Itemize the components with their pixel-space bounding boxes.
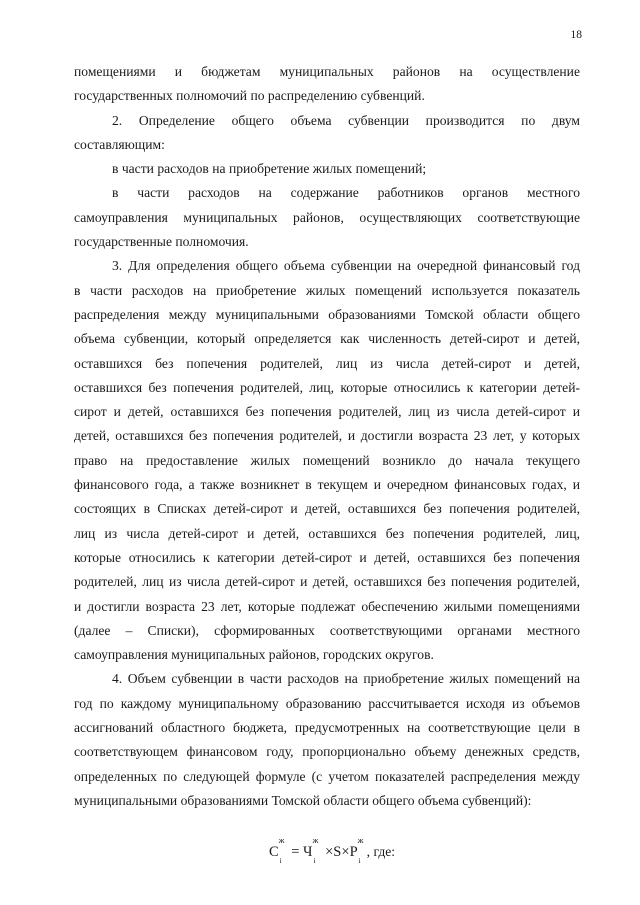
paragraph-line: в части расходов на приобретение жилых помещений используется показатель	[74, 282, 580, 298]
paragraph-line: составляющим:	[74, 136, 165, 152]
paragraph-line: родителей, лиц из числа детей-сирот и детей, оставшихся без попечения родителей,	[74, 574, 580, 590]
paragraph-line: самоуправления муниципальных районов, городских округов.	[74, 647, 434, 663]
paragraph-line: помещениями и бюджетам муниципальных районов на осуществление	[74, 64, 580, 79]
paragraph-line: год по каждому муниципальному образованию рассчитывается исходя из объемов	[74, 695, 580, 711]
paragraph-line: и достигли возраста 23 лет, которые подлежат обеспечению жилыми помещениями	[74, 598, 580, 614]
paragraph-line: оставшихся без попечения родителей, лиц, которые относились к категории детей-	[74, 379, 580, 395]
paragraph-line: муниципальными образованиями Томской области общего объема субвенций):	[74, 792, 532, 808]
body-text	[74, 60, 580, 864]
paragraph-line: оставшихся без попечения родителей, лиц из числа детей-сирот и детей,	[74, 355, 580, 371]
formula-equals: =	[291, 844, 300, 861]
paragraph-line: 2. Определение общего объема субвенции производится по двум	[112, 112, 580, 128]
paragraph-line: 3. Для определения общего объема субвенции на очередной финансовый год	[112, 258, 580, 274]
paragraph-line: государственных полномочий по распределению субвенций.	[74, 88, 425, 104]
paragraph-line: состоящих в Списках детей-сирот и детей, оставшихся без попечения родителей,	[74, 501, 580, 517]
paragraph-line: которые относились к категории детей-сирот и детей, оставшихся без попечения	[74, 549, 580, 565]
paragraph-line: в части расходов на приобретение жилых помещений;	[112, 161, 427, 177]
formula-times: ×	[341, 844, 350, 861]
paragraph-line: соответствующем финансовом году, пропорционально объему денежных средств,	[74, 744, 580, 760]
formula-term-p: P ж i	[349, 835, 364, 866]
paragraph-line: государственные полномочия.	[74, 234, 249, 250]
paragraph-line: в части расходов на содержание работников органов местного	[112, 185, 580, 201]
paragraph-line: 4. Объем субвенции в части расходов на приобретение жилых помещений на	[112, 671, 580, 687]
paragraph-line: ассигнований областного бюджета, предусмотренных на соответствующие цели в	[74, 720, 580, 736]
paragraph-line: сирот и детей, оставшихся без попечения родителей, лиц из числа детей-сирот и	[74, 404, 580, 420]
formula-term-s: S	[333, 844, 342, 861]
paragraph-line: (далее – Списки), сформированных соответствующими органами местного	[74, 622, 580, 638]
paragraph-line: лиц из числа детей-сирот и детей, оставшихся без попечения родителей, лиц,	[74, 525, 580, 541]
page-number: 18	[570, 29, 582, 41]
paragraph-line: определенных по следующей формуле (с учетом показателей распределения между	[74, 768, 580, 784]
paragraph-line: право на предоставление жилых помещений возникло до начала текущего	[74, 452, 580, 468]
paragraph-line: детей, оставшихся без попечения родителей, и достигли возраста 23 лет, у которых	[74, 428, 580, 444]
formula-where: , где:	[366, 844, 396, 860]
subsidy-formula	[74, 835, 580, 866]
paragraph-line: финансового года, а также возникнет в текущем и очередном финансовых годах, и	[74, 477, 580, 493]
formula-times: ×	[325, 844, 334, 861]
paragraph-line: самоуправления муниципальных районов, осуществляющих соответствующие	[74, 209, 580, 225]
formula-term-c: C ж i	[268, 835, 285, 866]
formula-term-ch: Ч ж i	[303, 835, 319, 866]
paragraph-line: распределения между муниципальными образованиями Томской области общего	[74, 306, 580, 322]
paragraph-line: объема субвенции, который определяется как численность детей-сирот и детей,	[74, 331, 580, 347]
